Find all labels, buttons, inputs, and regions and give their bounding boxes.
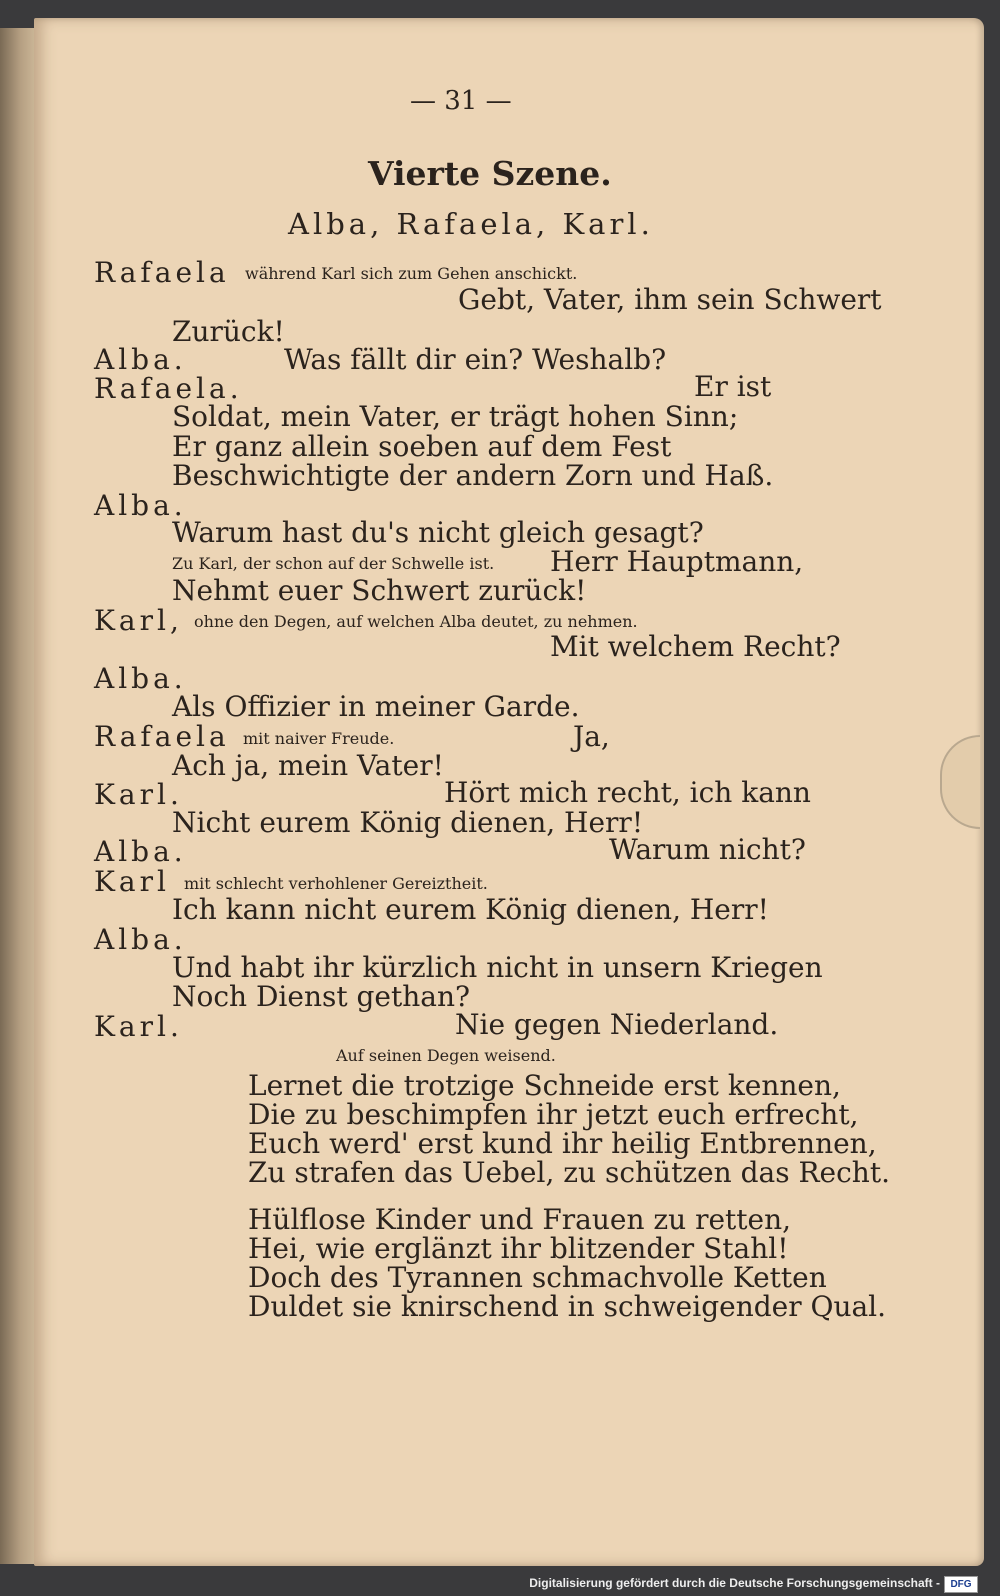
dialogue-line: Er ganz allein soeben auf dem Fest	[172, 430, 672, 463]
dialogue-line: Beschwichtigte der andern Zorn und Haß.	[172, 459, 774, 492]
page-number: — 31 —	[410, 86, 512, 116]
stage-direction: während Karl sich zum Gehen anschickt.	[245, 264, 578, 283]
speaker: Karl,	[94, 604, 183, 637]
footer-credit: Digitalisierung gefördert durch die Deutsche Forschungsgemeinschaft -	[529, 1576, 940, 1590]
dialogue-line: Und habt ihr kürzlich nicht in unsern Kriegen	[172, 951, 823, 984]
dialogue-line: Als Offizier in meiner Garde.	[172, 690, 580, 723]
dialogue-line: Er ist	[694, 370, 772, 403]
speaker: Alba.	[94, 489, 187, 522]
dialogue-line: Nicht eurem König dienen, Herr!	[172, 806, 644, 839]
verse-line: Hei, wie erglänzt ihr blitzender Stahl!	[248, 1232, 789, 1265]
verse-line: Euch werd' erst kund ihr heilig Entbrennen,	[248, 1127, 877, 1160]
adjacent-page-edge	[0, 28, 34, 1564]
speaker: Karl	[94, 865, 170, 898]
footer-bar	[0, 1573, 1000, 1596]
dialogue-line: Ja,	[573, 720, 610, 753]
dialogue-line: Herr Hauptmann,	[550, 545, 804, 578]
dialogue-line: Gebt, Vater, ihm sein Schwert	[458, 283, 882, 316]
verse-line: Lernet die trotzige Schneide erst kennen,	[248, 1069, 841, 1102]
dialogue-line: Warum nicht?	[609, 833, 806, 866]
dialogue-line: Nie gegen Niederland.	[455, 1008, 779, 1041]
stage-direction: mit naiver Freude.	[243, 729, 395, 748]
dialogue-line: Nehmt euer Schwert zurück!	[172, 574, 587, 607]
verse-line: Hülflose Kinder und Frauen zu retten,	[248, 1203, 792, 1236]
stage-direction: mit schlecht verhohlener Gereiztheit.	[184, 874, 488, 893]
stage-direction: Zu Karl, der schon auf der Schwelle ist.	[172, 554, 495, 573]
speaker: Alba.	[94, 835, 187, 868]
dialogue-line: Soldat, mein Vater, er trägt hohen Sinn;	[172, 400, 739, 433]
dialogue-line: Warum hast du's nicht gleich gesagt?	[172, 516, 704, 549]
verse-line: Die zu beschimpfen ihr jetzt euch erfrecht,	[248, 1098, 859, 1131]
speaker: Karl.	[94, 1010, 183, 1043]
speaker: Alba.	[94, 923, 187, 956]
dialogue-line: Hört mich recht, ich kann	[444, 776, 811, 809]
dialogue-line: Was fällt dir ein? Weshalb?	[284, 343, 667, 376]
scene-characters: Alba, Rafaela, Karl.	[288, 207, 654, 241]
verse-line: Doch des Tyrannen schmachvolle Ketten	[248, 1261, 827, 1294]
speaker: Karl.	[94, 778, 183, 811]
speaker: Rafaela.	[94, 372, 243, 405]
scene-title: Vierte Szene.	[368, 154, 612, 193]
dfg-logo: DFG	[944, 1576, 978, 1593]
dialogue-line: Mit welchem Recht?	[550, 630, 841, 663]
stage-direction: ohne den Degen, auf welchen Alba deutet, zu nehmen.	[194, 612, 638, 631]
speaker: Alba.	[94, 343, 187, 376]
dialogue-line: Noch Dienst gethan?	[172, 980, 471, 1013]
verse-line: Zu strafen das Uebel, zu schützen das Recht.	[248, 1156, 890, 1189]
speaker: Rafaela	[94, 720, 230, 753]
dialogue-line: Zurück!	[172, 315, 285, 348]
speaker: Rafaela	[94, 256, 230, 289]
stage-direction: Auf seinen Degen weisend.	[336, 1046, 556, 1065]
dialogue-line: Ach ja, mein Vater!	[172, 749, 444, 782]
dialogue-line: Ich kann nicht eurem König dienen, Herr!	[172, 893, 769, 926]
speaker: Alba.	[94, 662, 187, 695]
verse-line: Duldet sie knirschend in schweigender Qual.	[248, 1290, 887, 1323]
